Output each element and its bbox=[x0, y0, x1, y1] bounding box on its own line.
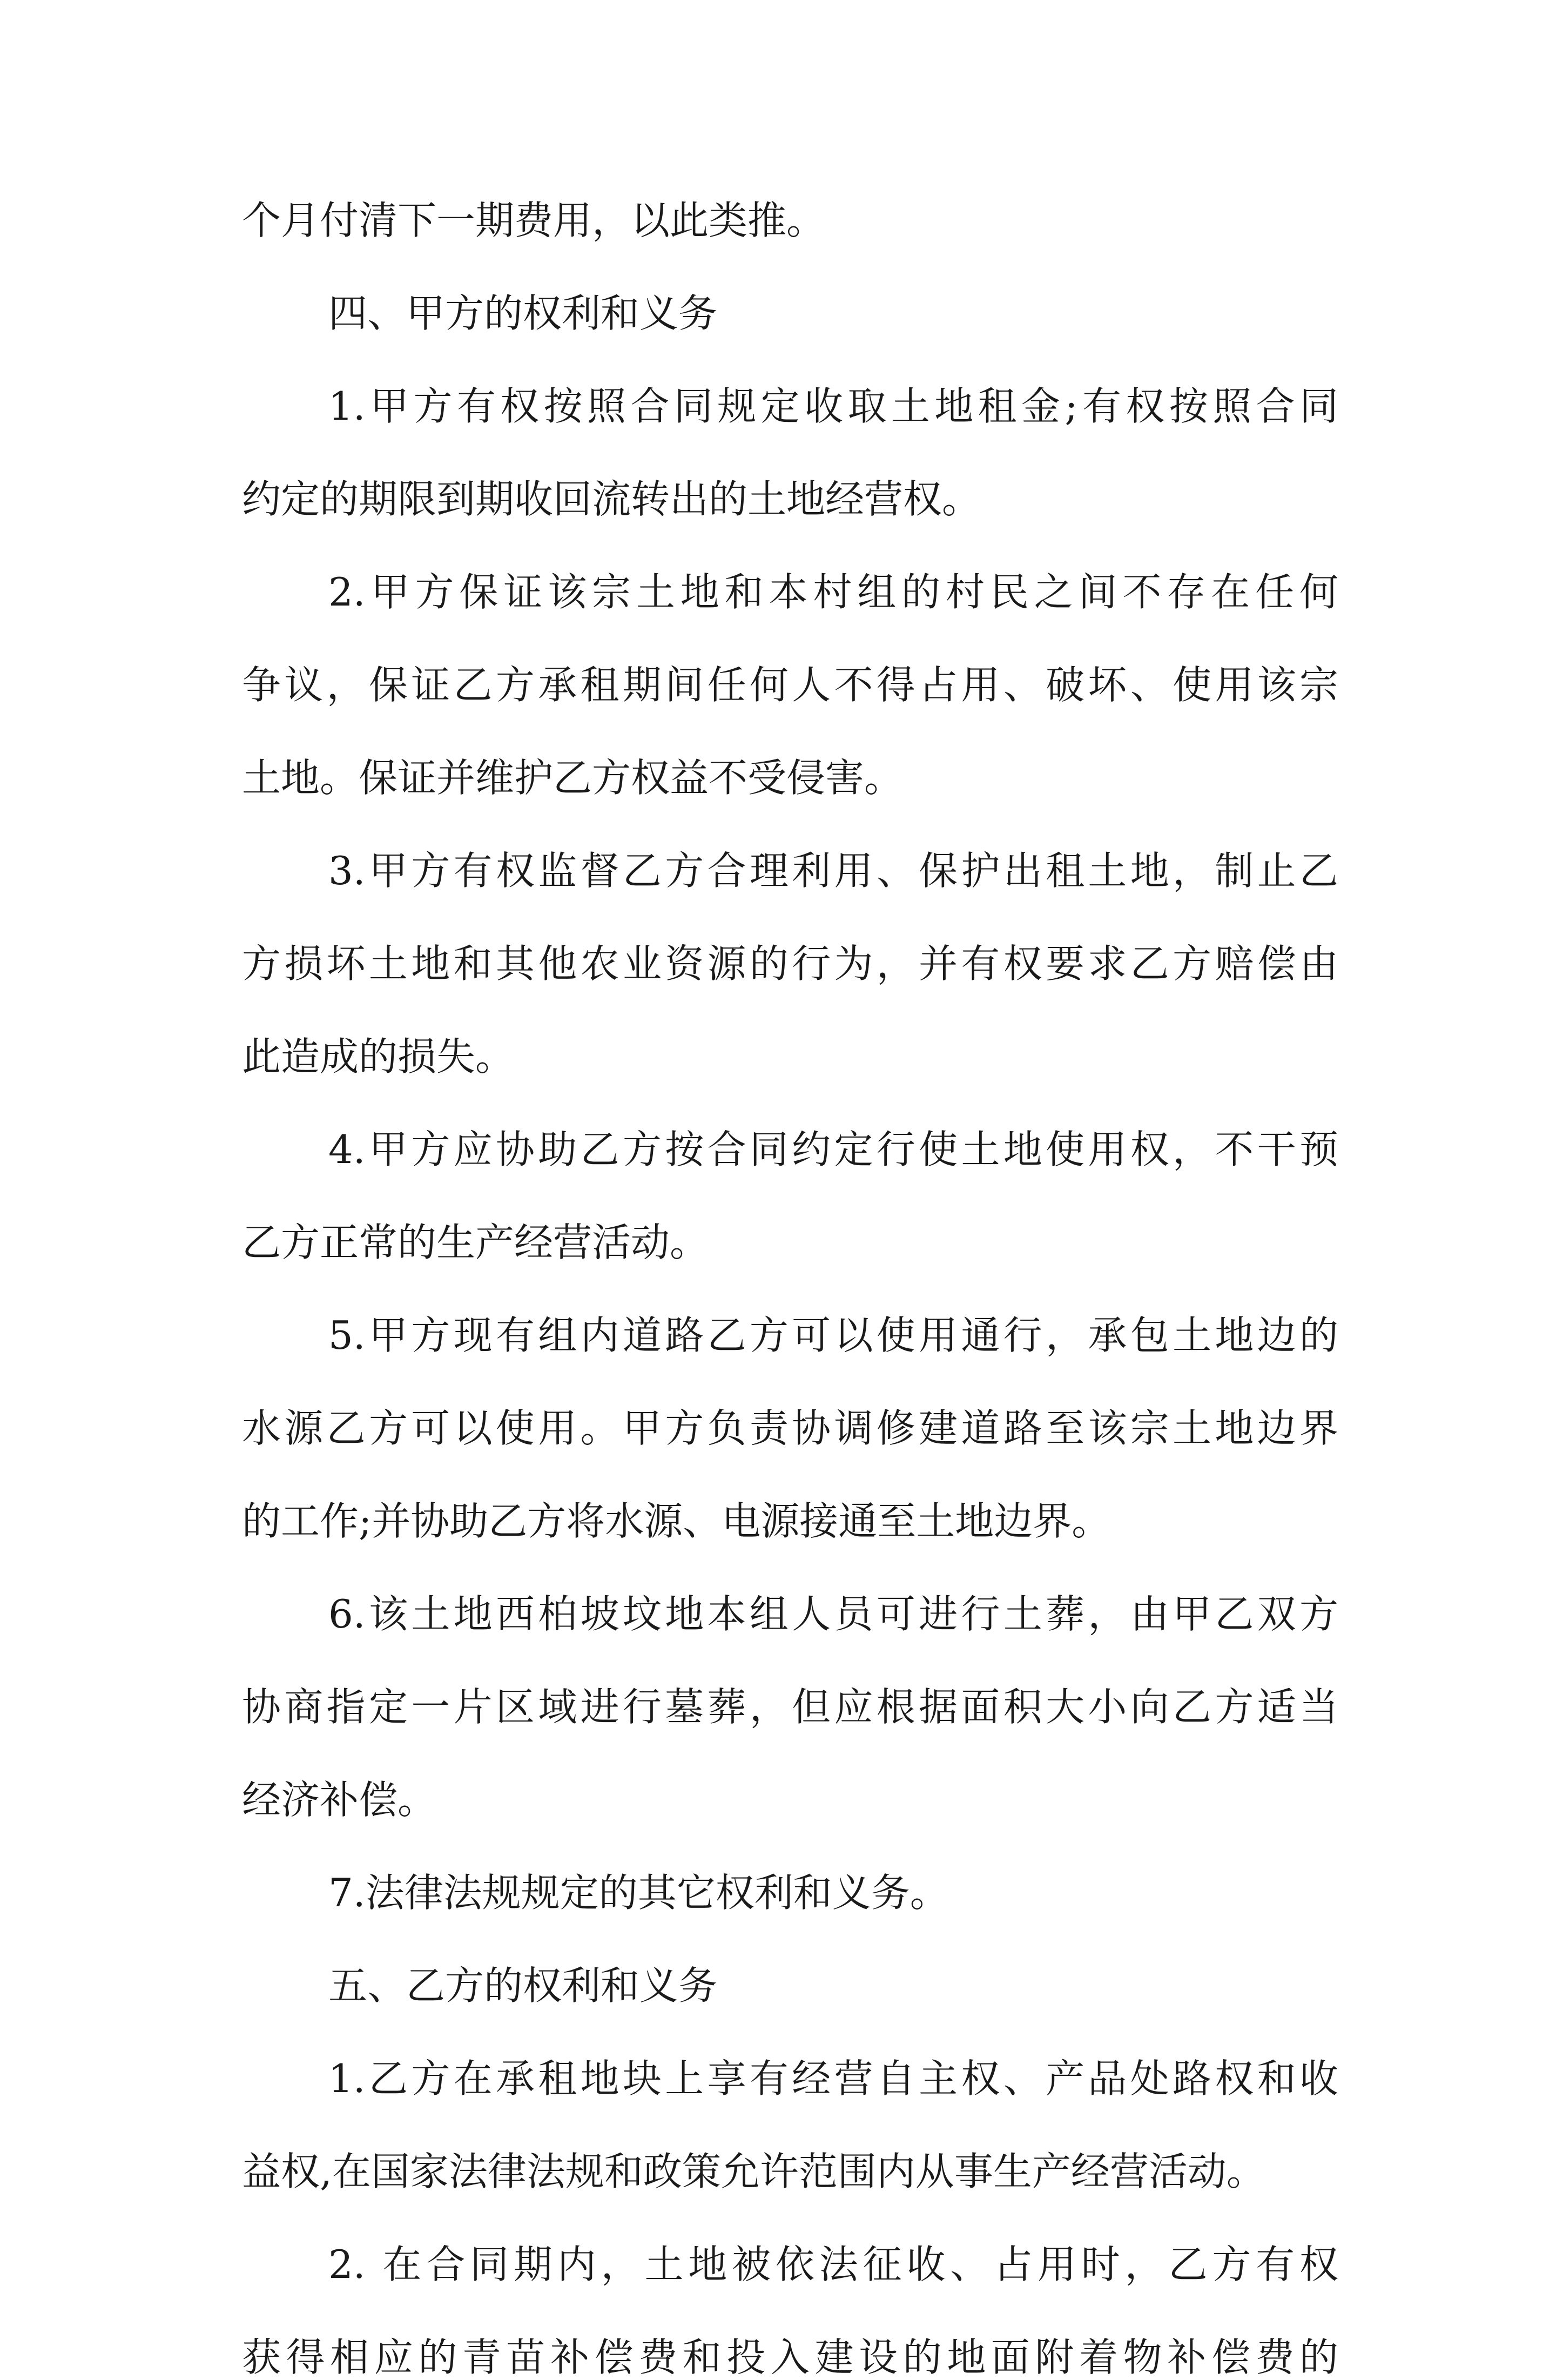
text-line: 益权,在国家法律法规和政策允许范围内从事生产经营活动。 bbox=[242, 2149, 1265, 2194]
text-line: 此造成的损失。 bbox=[242, 1034, 515, 1079]
text-line: 土地。保证并维护乙方权益不受侵害。 bbox=[242, 755, 904, 801]
text-line: 1.甲方有权按照合同规定收取土地租金;有权按照合同 bbox=[328, 384, 1338, 429]
paragraph-4-7 bbox=[242, 1870, 1338, 1915]
text-line: 五、乙方的权利和义务 bbox=[328, 1963, 718, 2008]
text-line: 个月付清下一期费用，以此类推。 bbox=[242, 198, 826, 243]
text-line: 1.乙方在承租地块上享有经营自主权、产品处路权和收 bbox=[328, 2056, 1338, 2101]
paragraph-4-3 bbox=[242, 848, 1338, 1079]
paragraph-4-5 bbox=[242, 1313, 1338, 1544]
text-line: 约定的期限到期收回流转出的土地经营权。 bbox=[242, 476, 981, 522]
paragraph-4-4 bbox=[242, 1127, 1338, 1265]
text-line: 经济补偿。 bbox=[242, 1777, 437, 1823]
text-line: 3.甲方有权监督乙方合理利用、保护出租土地，制止乙 bbox=[328, 848, 1338, 893]
text-line: 方损坏土地和其他农业资源的行为，并有权要求乙方赔偿由 bbox=[242, 941, 1338, 986]
text-line: 6.该土地西柏坡坟地本组人员可进行土葬，由甲乙双方 bbox=[328, 1591, 1338, 1637]
paragraph-5-2 bbox=[242, 2242, 1338, 2380]
text-line: 2. 在合同期内，土地被依法征收、占用时，乙方有权 bbox=[328, 2242, 1338, 2287]
text-line: 7.法律法规规定的其它权利和义务。 bbox=[328, 1870, 949, 1915]
text-line: 水源乙方可以使用。甲方负责协调修建道路至该宗土地边界 bbox=[242, 1406, 1338, 1451]
paragraph-5-1 bbox=[242, 2056, 1338, 2194]
text-line: 协商指定一片区域进行墓葬，但应根据面积大小向乙方适当 bbox=[242, 1684, 1338, 1730]
text-line: 5.甲方现有组内道路乙方可以使用通行，承包土地边的 bbox=[328, 1313, 1338, 1358]
text-line: 四、甲方的权利和义务 bbox=[328, 291, 718, 336]
paragraph-continuation bbox=[242, 198, 1338, 243]
text-line: 获得相应的青苗补偿费和投入建设的地面附着物补偿费的 bbox=[242, 2335, 1338, 2380]
text-line: 的工作;并协助乙方将水源、电源接通至土地边界。 bbox=[242, 1498, 1111, 1544]
text-line: 乙方正常的生产经营活动。 bbox=[242, 1220, 709, 1265]
text-line: 争议，保证乙方承租期间任何人不得占用、破坏、使用该宗 bbox=[242, 662, 1338, 708]
text-line: 4.甲方应协助乙方按合同约定行使土地使用权，不干预 bbox=[328, 1127, 1338, 1172]
document-body bbox=[242, 198, 1338, 2380]
paragraph-4-2 bbox=[242, 569, 1338, 801]
text-line: 2.甲方保证该宗土地和本村组的村民之间不存在任何 bbox=[328, 569, 1338, 615]
paragraph-4-6 bbox=[242, 1591, 1338, 1823]
paragraph-4-1 bbox=[242, 384, 1338, 522]
section-heading-4 bbox=[242, 291, 1338, 336]
section-heading-5 bbox=[242, 1963, 1338, 2008]
